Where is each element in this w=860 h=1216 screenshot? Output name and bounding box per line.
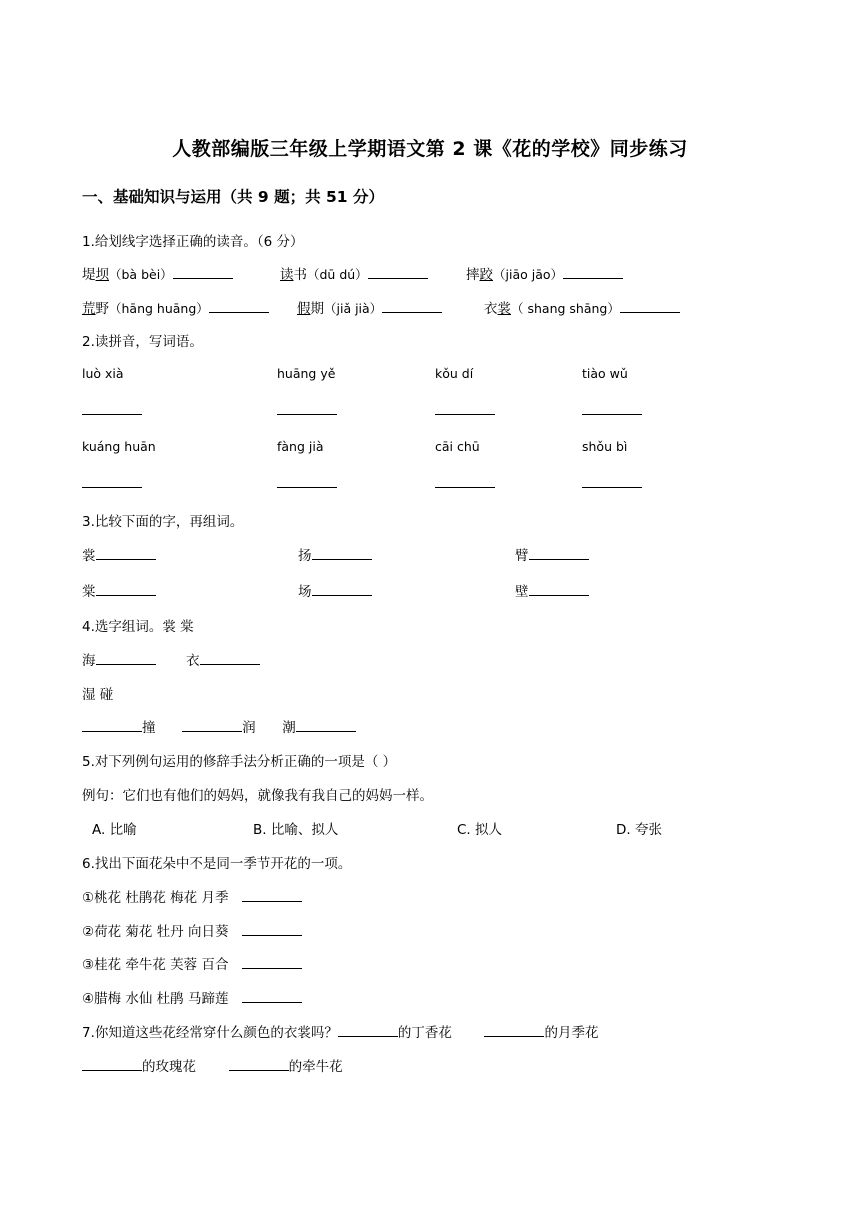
q4-char: 衣 xyxy=(186,653,200,669)
q7-flower-3: 的玫瑰花 xyxy=(142,1059,196,1075)
answer-blank[interactable] xyxy=(96,583,156,596)
question-7-line-1 xyxy=(82,1021,598,1041)
q3-char: 壁 xyxy=(515,584,529,600)
answer-blank[interactable] xyxy=(435,475,495,492)
q2-pinyin-6: fàng jià xyxy=(277,439,324,454)
answer-blank[interactable] xyxy=(242,956,302,969)
q7-flower-4: 的牵牛花 xyxy=(288,1059,343,1075)
question-2-stem: 2.读拼音，写词语。 xyxy=(82,334,203,350)
q4-line-2: 湿 碰 xyxy=(82,687,114,703)
answer-blank[interactable] xyxy=(209,300,269,313)
answer-blank[interactable] xyxy=(242,990,302,1003)
q1-item-4-underlined: 荒 xyxy=(82,301,96,317)
q5-option-d[interactable]: D. 夸张 xyxy=(616,822,662,838)
answer-blank[interactable] xyxy=(529,547,589,560)
q1-item-3-pre: 摔 xyxy=(466,267,480,283)
q1-item-3-underlined: 跤 xyxy=(479,267,493,283)
answer-blank[interactable] xyxy=(82,402,142,419)
answer-blank[interactable] xyxy=(82,475,142,492)
q6-item-3 xyxy=(82,953,302,973)
q3-char: 裳 xyxy=(82,548,96,564)
q1-item-1-pre: 堤 xyxy=(82,267,96,283)
answer-blank[interactable] xyxy=(338,1024,398,1037)
page-title: 人教部编版三年级上学期语文第 2 课《花的学校》同步练习 xyxy=(172,138,688,160)
q3-item-4 xyxy=(82,580,156,600)
q1-item-1-underlined: 坝 xyxy=(95,267,109,283)
q5-option-b[interactable]: B. 比喻、拟人 xyxy=(253,822,339,838)
q6-item-text: ④腊梅 水仙 杜鹃 马蹄莲 xyxy=(82,991,229,1007)
q5-option-a[interactable]: A. 比喻 xyxy=(92,822,137,838)
question-4-stem: 4.选字组词。裳 棠 xyxy=(82,619,194,635)
answer-blank[interactable] xyxy=(484,1024,544,1037)
q1-item-6 xyxy=(484,297,680,317)
q1-item-6-pre: 衣 xyxy=(484,301,498,317)
answer-blank[interactable] xyxy=(182,719,242,732)
q1-item-5-pinyin: （jiǎ jià） xyxy=(324,301,383,316)
q6-item-4 xyxy=(82,987,302,1007)
answer-blank[interactable] xyxy=(296,719,356,732)
q1-item-5-post: 期 xyxy=(310,301,324,317)
answer-blank[interactable] xyxy=(200,652,260,665)
q3-item-6 xyxy=(515,580,589,600)
answer-blank[interactable] xyxy=(529,583,589,596)
q3-item-3 xyxy=(515,544,589,564)
answer-blank[interactable] xyxy=(96,652,156,665)
question-7-line-2 xyxy=(82,1055,343,1075)
q1-item-2-post: 书 xyxy=(293,267,307,283)
q1-item-4-post: 野 xyxy=(95,301,109,317)
answer-blank[interactable] xyxy=(312,547,372,560)
q7-flower-2: 的月季花 xyxy=(544,1025,599,1041)
q3-char: 扬 xyxy=(298,548,312,564)
section-heading: 一、基础知识与运用（共 9 题；共 51 分） xyxy=(82,188,384,206)
question-3-stem: 3.比较下面的字，再组词。 xyxy=(82,514,244,530)
q3-item-5 xyxy=(298,580,372,600)
answer-blank[interactable] xyxy=(620,300,680,313)
q6-item-1 xyxy=(82,886,302,906)
answer-blank[interactable] xyxy=(382,300,442,313)
q2-pinyin-7: cāi chū xyxy=(435,439,480,454)
answer-blank[interactable] xyxy=(435,402,495,419)
q1-item-3 xyxy=(466,263,623,283)
q4-line-1 xyxy=(82,649,260,669)
answer-blank[interactable] xyxy=(277,402,337,419)
answer-blank[interactable] xyxy=(312,583,372,596)
q4-line-3 xyxy=(82,716,356,736)
q3-char: 棠 xyxy=(82,584,96,600)
q1-item-6-underlined: 裳 xyxy=(497,301,511,317)
q3-item-1 xyxy=(82,544,156,564)
q4-char: 海 xyxy=(82,653,96,669)
q6-item-2 xyxy=(82,920,302,940)
q1-item-4 xyxy=(82,297,269,317)
q4-char: 润 xyxy=(242,720,256,736)
q4-char: 撞 xyxy=(142,720,156,736)
q2-pinyin-3: kǒu dí xyxy=(435,366,474,381)
answer-blank[interactable] xyxy=(242,889,302,902)
q2-pinyin-4: tiào wǔ xyxy=(582,366,628,381)
answer-blank[interactable] xyxy=(82,719,142,732)
answer-blank[interactable] xyxy=(242,923,302,936)
answer-blank[interactable] xyxy=(96,547,156,560)
answer-blank[interactable] xyxy=(173,266,233,279)
q1-item-1 xyxy=(82,263,233,283)
q4-char: 潮 xyxy=(282,720,296,736)
q1-item-6-pinyin: （ shang shāng） xyxy=(511,301,620,316)
answer-blank[interactable] xyxy=(582,475,642,492)
q3-char: 场 xyxy=(298,584,312,600)
q6-item-text: ③桂花 牵牛花 芙蓉 百合 xyxy=(82,957,229,973)
q1-item-5 xyxy=(297,297,442,317)
q2-pinyin-2: huāng yě xyxy=(277,366,336,381)
answer-blank[interactable] xyxy=(229,1058,289,1071)
q1-item-4-pinyin: （hāng huāng） xyxy=(109,301,209,316)
answer-blank[interactable] xyxy=(563,266,623,279)
q3-char: 臂 xyxy=(515,548,529,564)
question-6-stem: 6.找出下面花朵中不是同一季节开花的一项。 xyxy=(82,856,352,872)
answer-blank[interactable] xyxy=(582,402,642,419)
q1-item-2-pinyin: （dū dú） xyxy=(307,267,368,282)
q6-item-text: ②荷花 菊花 牡丹 向日葵 xyxy=(82,924,229,940)
q1-item-2 xyxy=(280,263,428,283)
q7-flower-1: 的丁香花 xyxy=(397,1025,452,1041)
q6-item-text: ①桃花 杜鹃花 梅花 月季 xyxy=(82,890,229,906)
q1-item-2-underlined: 读 xyxy=(280,267,294,283)
answer-blank[interactable] xyxy=(277,475,337,492)
q1-item-1-pinyin: （bà bèi） xyxy=(109,267,173,282)
q5-option-c[interactable]: C. 拟人 xyxy=(457,822,503,838)
q2-pinyin-8: shǒu bì xyxy=(582,439,628,454)
q5-example: 例句：它们也有他们的妈妈，就像我有我自己的妈妈一样。 xyxy=(82,788,433,804)
answer-blank[interactable] xyxy=(368,266,428,279)
question-5-stem: 5.对下列例句运用的修辞手法分析正确的一项是（ ） xyxy=(82,754,397,770)
q2-pinyin-5: kuáng huān xyxy=(82,439,156,454)
q1-item-5-underlined: 假 xyxy=(297,301,311,317)
q1-item-3-pinyin: （jiāo jāo） xyxy=(493,267,564,282)
question-1-stem: 1.给划线字选择正确的读音。（6 分） xyxy=(82,234,304,250)
q2-pinyin-1: luò xià xyxy=(82,366,124,381)
q3-item-2 xyxy=(298,544,372,564)
question-7-stem: 7.你知道这些花经常穿什么颜色的衣裳吗？ xyxy=(82,1025,338,1041)
answer-blank[interactable] xyxy=(82,1058,142,1071)
